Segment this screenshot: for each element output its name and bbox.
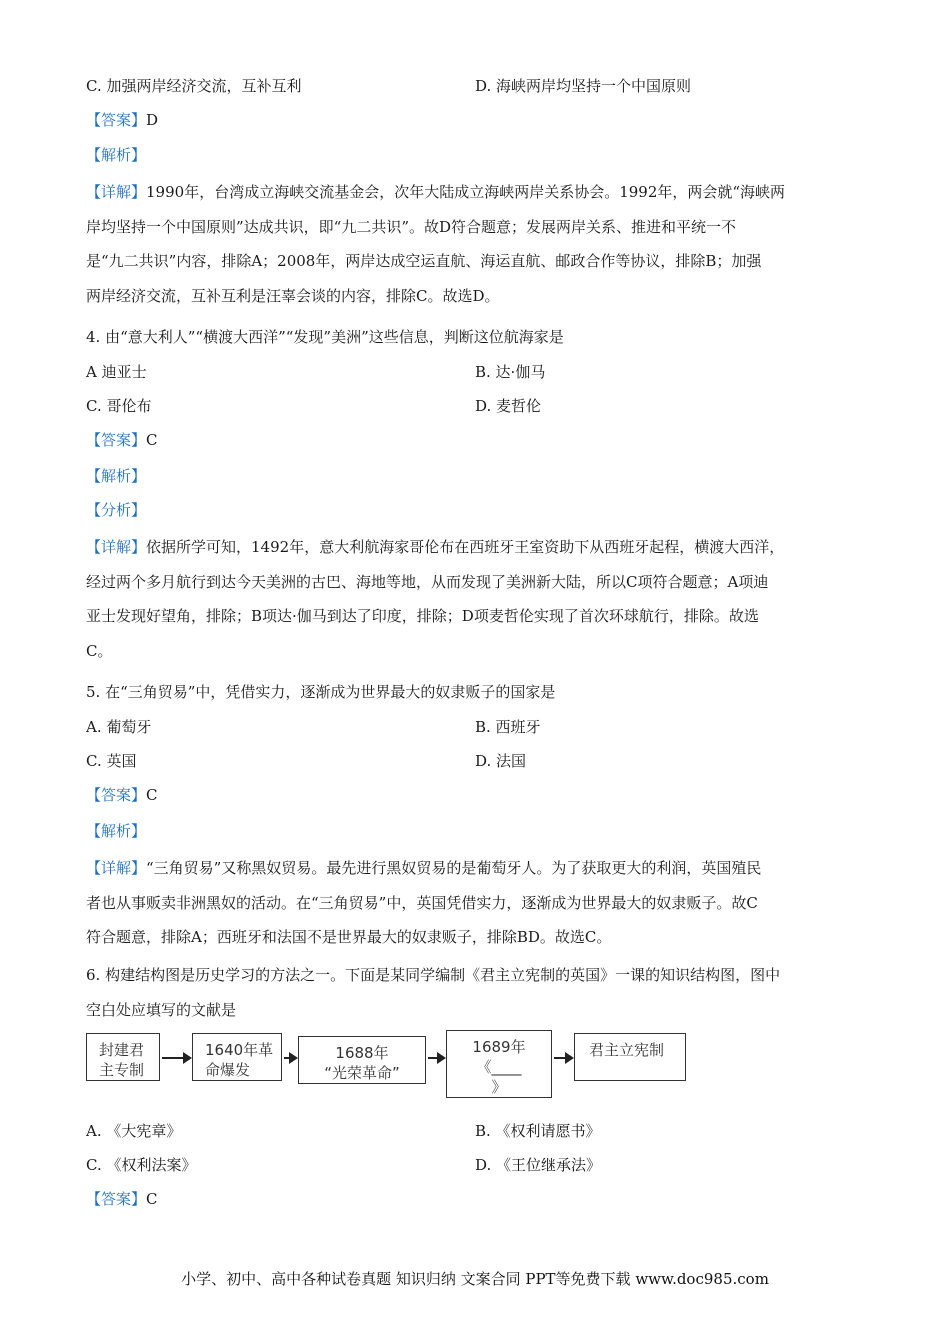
detail-line: C。 <box>86 641 113 660</box>
q4-option-c: C. 哥伦布 <box>86 397 152 415</box>
detail-line: 依据所学可知，1492年，意大利航海家哥伦布在西班牙王室资助下从西班牙起程，横渡大西洋， <box>146 538 785 556</box>
flow-arrow <box>554 1057 572 1059</box>
q6-stem-line: 空白处应填写的文献是 <box>86 1000 237 1019</box>
flow-box-constitutional-monarchy <box>574 1033 686 1081</box>
detail-line: 1990年，台湾成立海峡交流基金会，次年大陆成立海峡两岸关系协会。1992年，两会就“海峡两 <box>146 183 786 201</box>
box-text: 》 <box>491 1078 507 1096</box>
flow-arrow <box>428 1057 444 1059</box>
answer-tag: 【答案】 <box>86 786 147 804</box>
detail-line: 岸均坚持一个中国原则”达成共识，即“九二共识”。故D符合题意；发展两岸关系、推进和平统一不 <box>86 217 737 236</box>
structure-diagram <box>86 1030 696 1096</box>
answer-value: C <box>146 1190 158 1208</box>
blank-text: 《____ <box>476 1058 522 1076</box>
q6-answer <box>86 1188 158 1210</box>
detail-line: 是“九二共识”内容，排除A；2008年，两岸达成空运直航、海运直航、邮政合作等协议，排除B；加强 <box>86 252 762 270</box>
q5-option-b: B. 西班牙 <box>475 718 541 736</box>
q5-option-d: D. 法国 <box>475 752 527 770</box>
q4-option-a: A 迪亚士 <box>86 363 147 381</box>
q3-option-c: C. 加强两岸经济交流，互补互利 <box>86 77 302 95</box>
answer-tag: 【答案】 <box>86 1190 147 1208</box>
q6-option-b: B. 《权利请愿书》 <box>475 1122 601 1140</box>
q5-answer <box>86 784 158 806</box>
box-text: 1689年 <box>472 1038 526 1056</box>
q4-option-b: B. 达·伽马 <box>475 363 546 381</box>
detail-tag: 【详解】 <box>86 859 147 877</box>
box-text: 1688年 <box>335 1044 389 1062</box>
flow-box-glorious-revolution <box>298 1036 426 1084</box>
answer-value: C <box>146 786 158 804</box>
box-text: “光荣革命” <box>324 1064 400 1082</box>
box-text: 主专制 <box>99 1061 145 1079</box>
q6-option-a: A. 《大宪章》 <box>86 1122 182 1140</box>
q3-answer <box>86 109 158 131</box>
q4-analysis-tag: 【解析】 <box>86 467 147 485</box>
q5-option-a: A. 葡萄牙 <box>86 718 152 736</box>
q3-detail <box>86 175 866 313</box>
box-text: 1640年革 <box>205 1041 274 1059</box>
q6-option-c: C. 《权利法案》 <box>86 1156 197 1174</box>
answer-tag: 【答案】 <box>86 431 147 449</box>
q4-detail <box>86 530 866 668</box>
detail-tag: 【详解】 <box>86 183 147 201</box>
detail-line: 两岸经济交流，互补互利是汪辜会谈的内容，排除C。故选D。 <box>86 286 500 305</box>
box-text: 封建君 <box>99 1041 145 1059</box>
box-text: 君主立宪制 <box>589 1041 665 1059</box>
flow-box-feudal-monarchy <box>86 1033 160 1081</box>
detail-line: 亚士发现好望角，排除；B项达·伽马到达了印度，排除；D项麦哲伦实现了首次环球航行，排除。故选 <box>86 607 759 625</box>
flow-arrow <box>162 1057 190 1059</box>
q4-stem: 4. 由“意大利人”“横渡大西洋”“发现”美洲”这些信息，判断这位航海家是 <box>86 328 564 346</box>
detail-line: 符合题意，排除A；西班牙和法国不是世界最大的奴隶贩子，排除BD。故选C。 <box>86 928 612 946</box>
detail-line: “三角贸易”又称黑奴贸易。最先进行黑奴贸易的是葡萄牙人。为了获取更大的利润，英国殖民 <box>146 859 762 877</box>
answer-value: C <box>146 431 158 449</box>
flow-box-1689-blank <box>446 1030 552 1098</box>
q3-option-d: D. 海峡两岸均坚持一个中国原则 <box>475 77 692 95</box>
flow-arrow <box>284 1057 296 1059</box>
q6-stem <box>86 958 866 1027</box>
q5-stem: 5. 在“三角贸易”中，凭借实力，逐渐成为世界最大的奴隶贩子的国家是 <box>86 683 556 701</box>
box-text: 命爆发 <box>205 1061 251 1079</box>
q4-option-d: D. 麦哲伦 <box>475 397 542 415</box>
detail-line: 经过两个多月航行到达今天美洲的古巴、海地等地，从而发现了美洲新大陆，所以C项符合题意；A项迪 <box>86 572 769 591</box>
q4-answer <box>86 429 158 451</box>
detail-line: 者也从事贩卖非洲黑奴的活动。在“三角贸易”中，英国凭借实力，逐渐成为世界最大的奴隶贩子。故C <box>86 893 758 912</box>
answer-tag: 【答案】 <box>86 111 147 129</box>
page-footer: 小学、初中、高中各种试卷真题 知识归纳 文案合同 PPT等免费下载 www.doc985.com <box>181 1270 769 1288</box>
detail-tag: 【详解】 <box>86 538 147 556</box>
flow-box-1640-revolution <box>192 1033 282 1081</box>
answer-value: D <box>146 111 159 129</box>
q6-stem-line: 6. 构建结构图是历史学习的方法之一。下面是某同学编制《君主立宪制的英国》一课的知识结构图，图中 <box>86 966 781 984</box>
q5-analysis-tag: 【解析】 <box>86 822 147 840</box>
q6-option-d: D. 《王位继承法》 <box>475 1156 602 1174</box>
q3-analysis-tag: 【解析】 <box>86 146 147 164</box>
q4-fenxi-tag: 【分析】 <box>86 501 147 519</box>
q5-option-c: C. 英国 <box>86 752 137 770</box>
q5-detail <box>86 851 866 955</box>
